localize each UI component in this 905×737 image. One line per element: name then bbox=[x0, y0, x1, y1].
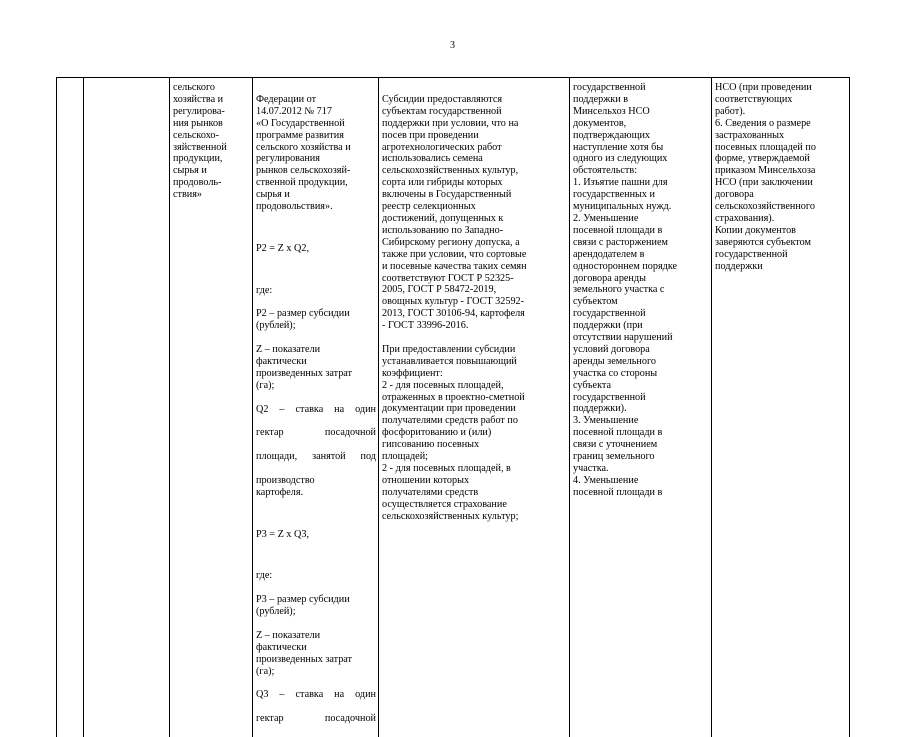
page-number: 3 bbox=[0, 40, 905, 52]
p3-definition: P3 – размер субсидии (рублей); bbox=[256, 594, 376, 618]
conditions-text bbox=[379, 78, 569, 534]
z-definition: Z – показатели фактически произведенных затрат (га); bbox=[256, 630, 376, 678]
q2-definition-line: гектар посадочной bbox=[256, 427, 376, 439]
document-table bbox=[56, 77, 850, 737]
col-2-cell bbox=[84, 78, 170, 737]
col-4-cell bbox=[253, 78, 379, 737]
col-3-cell bbox=[170, 78, 253, 737]
z-definition: Z – показатели фактически произведенных затрат (га); bbox=[256, 344, 376, 392]
calculation-method-text bbox=[253, 78, 378, 737]
p2-definition: P2 – размер субсидии (рублей); bbox=[256, 308, 376, 332]
q2-definition-rest: производство картофеля. bbox=[256, 475, 376, 499]
col-5-cell bbox=[379, 78, 570, 737]
q3-definition-line: гектар посадочной bbox=[256, 713, 376, 725]
documents-text: НСО (при проведении соответствующих работ). 6. Сведения о размере застрахованных посевных площадей по форме, утверждаемой приказом Минсельхоза НСО (при заключении договора сельскохозяйственного страхования). Копии документов заверяются субъектом государственной поддержки bbox=[712, 78, 849, 273]
col-1-cell bbox=[57, 78, 84, 737]
legal-basis-text: Федерации от 14.07.2012 № 717 «О Государственной программе развития сельского хозяйства и регулирования рынков сельскохозяй- ственной продукции, сырья и продовольствия». bbox=[256, 94, 376, 213]
q2-definition-line: Q2 – ставка на один bbox=[256, 404, 376, 416]
table-row bbox=[57, 78, 850, 737]
formula-p2: P2 = Z x Q2, bbox=[256, 243, 376, 255]
coefficient-paragraph: При предоставлении субсидии устанавливается повышающий коэффициент: 2 - для посевных площадей, отраженных в проектно-сметной документации при проведении получателями средств работ по фосфоритованию и (или) гипсованию посевных площадей; 2 - для посевных площадей, в отношении которых получателями средств осуществляется страхование сельскохозяйственных культур; bbox=[382, 344, 567, 523]
q3-definition-line: Q3 – ставка на один bbox=[256, 689, 376, 701]
where-label: где: bbox=[256, 570, 376, 582]
q2-definition-line: площади, занятой под bbox=[256, 451, 376, 463]
col-6-cell bbox=[570, 78, 712, 737]
conditions-paragraph: Субсидии предоставляются субъектам государственной поддержки при условии, что на посев при проведении агротехнологических работ использовались семена сельскохозяйственных культур, сорта или гибриды которых включены в Государственный реестр селекционных достижений, допущенных к использованию по Западно- Сибирскому региону допуска, а также при условии, что сортовые и посевные качества таких семян соответствуют ГОСТ Р 52325- 2005, ГОСТ Р 58472-2019, овощных культур - ГОСТ 32592- 2013, ГОСТ 30106-94, картофеля - ГОСТ 33996-2016. bbox=[382, 94, 567, 332]
col-7-cell bbox=[712, 78, 850, 737]
formula-p3: P3 = Z x Q3, bbox=[256, 529, 376, 541]
program-name-text: сельского хозяйства и регулирова- ния рынков сельскохо- зяйственной продукции, сырья и продоволь- ствия» bbox=[170, 78, 252, 201]
circumstances-text: государственной поддержки в Минсельхоз НСО документов, подтверждающих наступление хотя бы одного из следующих обстоятельств: 1. Изъятие пашни для государственных и муниципальных нужд. 2. Уменьшение посевной площади в связи с расторжением арендодателем в одностороннем порядке договора аренды земельного участка с субъектом государственной поддержки (при отсутствии нарушений условий договора аренды земельного участка со стороны субъекта государственной поддержки). 3. Уменьшение посевной площади в связи с уточнением границ земельного участка. 4. Уменьшение посевной площади в bbox=[570, 78, 711, 499]
where-label: где: bbox=[256, 285, 376, 297]
